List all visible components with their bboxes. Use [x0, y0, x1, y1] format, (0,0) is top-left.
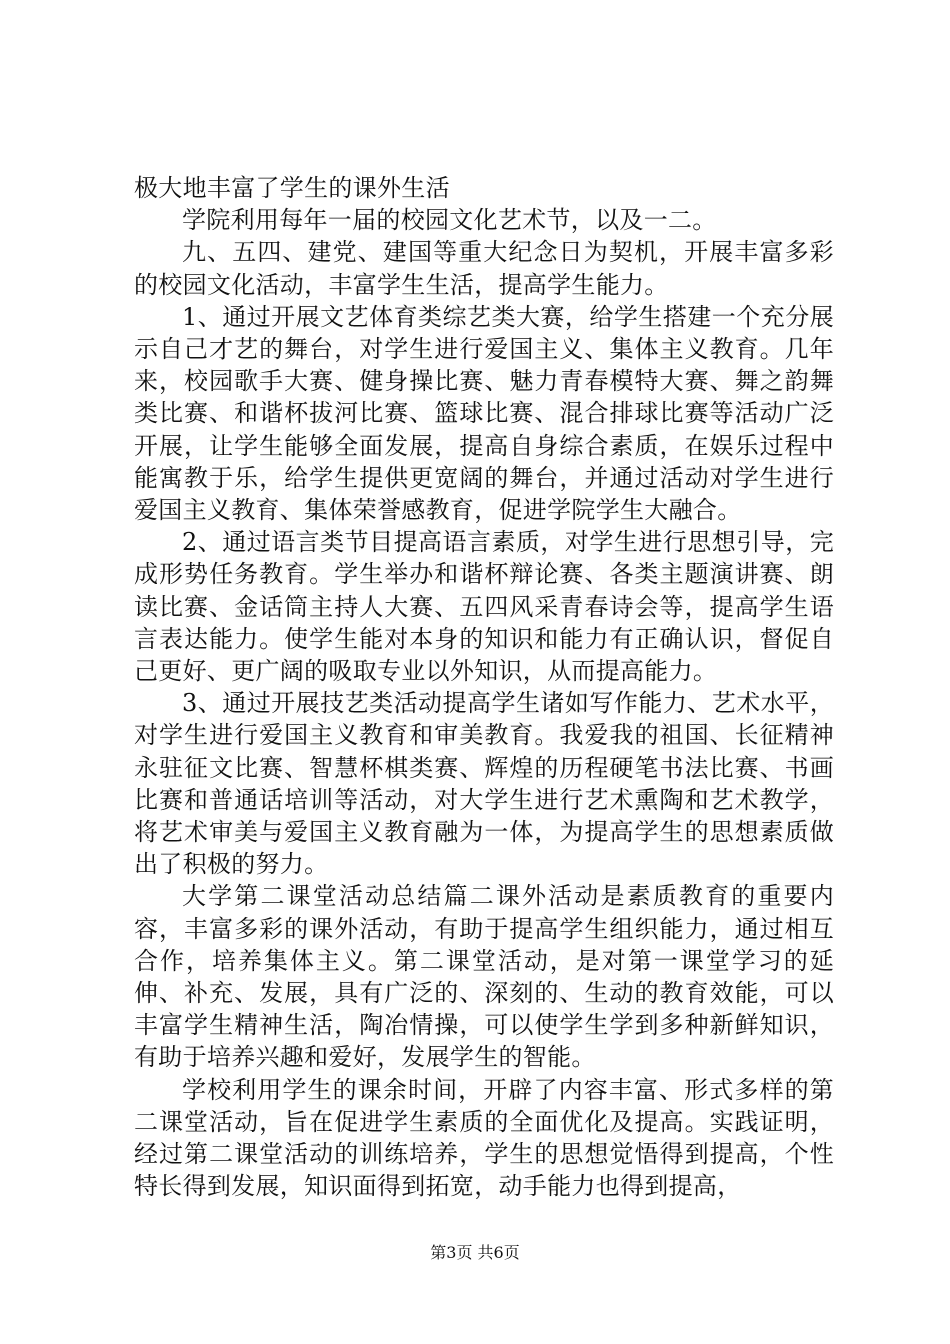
- paragraph-2: 学院利用每年一届的校园文化艺术节，以及一二。: [182, 206, 717, 235]
- paragraph-4: 1、通过开展文艺体育类综艺类大赛，给学生搭建一个充分展示自己才艺的舞台，对学生进行爱国主义、集体主义教育。几年来，校园歌手大赛、健身操比赛、魅力青春模特大赛、舞之韵舞类比赛、和谐杯拔河比赛、篮球比赛、混合排球比赛等活动广泛开展，让学生能够全面发展，提高自身综合素质，在娱乐过程中能寓教于乐，给学生提供更宽阔的舞台，并通过活动对学生进行爱国主义教育、集体荣誉感教育，促进学院学生大融合。: [134, 302, 834, 525]
- paragraph-7: 大学第二课堂活动总结篇二课外活动是素质教育的重要内容，丰富多彩的课外活动，有助于提高学生组织能力，通过相互合作，培养集体主义。第二课堂活动，是对第一课堂学习的延伸、补充、发展，具有广泛的、深刻的、生动的教育效能，可以丰富学生精神生活，陶冶情操，可以使学生学到多种新鲜知识，有助于培养兴趣和爱好，发展学生的智能。: [134, 882, 834, 1072]
- paragraph-5: 2、通过语言类节目提高语言素质，对学生进行思想引导，完成形势任务教育。学生举办和谐杯辩论赛、各类主题演讲赛、朗读比赛、金话筒主持人大赛、五四风采青春诗会等，提高学生语言表达能力。使学生能对本身的知识和能力有正确认识，督促自己更好、更广阔的吸取专业以外知识，从而提高能力。: [134, 528, 834, 686]
- document-body: [134, 172, 834, 1203]
- paragraph-6: 3、通过开展技艺类活动提高学生诸如写作能力、艺术水平，对学生进行爱国主义教育和审美教育。我爱我的祖国、长征精神永驻征文比赛、智慧杯棋类赛、辉煌的历程硬笔书法比赛、书画比赛和普通话培训等活动，对大学生进行艺术熏陶和艺术教学，将艺术审美与爱国主义教育融为一体，为提高学生的思想素质做出了积极的努力。: [134, 689, 834, 879]
- paragraph-8: 学校利用学生的课余时间，开辟了内容丰富、形式多样的第二课堂活动，旨在促进学生素质的全面优化及提高。实践证明，经过第二课堂活动的训练培养，学生的思想觉悟得到提高，个性特长得到发展，知识面得到拓宽，动手能力也得到提高，: [134, 1075, 834, 1201]
- paragraph-3: 九、五四、建党、建国等重大纪念日为契机，开展丰富多彩的校园文化活动，丰富学生生活，提高学生能力。: [134, 238, 834, 299]
- paragraph-1: 极大地丰富了学生的课外生活: [134, 174, 450, 202]
- page-footer: 第3页 共6页: [430, 1243, 520, 1262]
